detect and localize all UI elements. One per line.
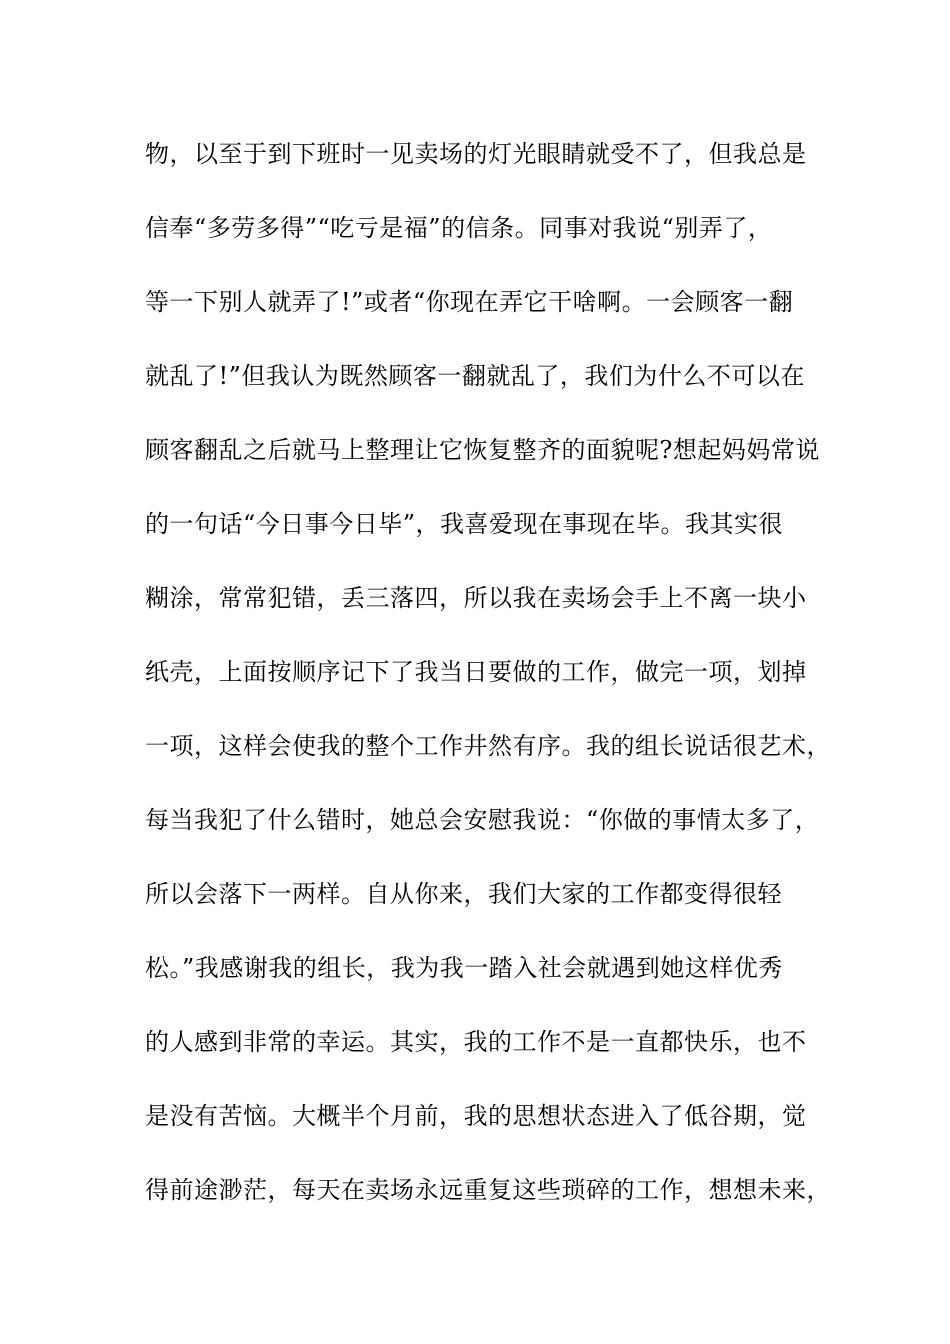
text-line: 一项，这样会使我的整个工作井然有序。我的组长说话很艺术， bbox=[145, 732, 831, 760]
text-line: 糊涂，常常犯错，丢三落四，所以我在卖场会手上不离一块小 bbox=[145, 584, 807, 612]
text-line: 每当我犯了什么错时，她总会安慰我说：“你做的事情太多了， bbox=[145, 806, 820, 834]
body-text bbox=[145, 134, 831, 1244]
text-line: 的一句话“今日事今日毕”，我喜爱现在事现在毕。我其实很 bbox=[145, 510, 784, 538]
text-line: 纸壳，上面按顺序记下了我当日要做的工作，做完一项，划掉 bbox=[145, 658, 807, 686]
text-line: 的人感到非常的幸运。其实，我的工作不是一直都快乐，也不 bbox=[145, 1028, 807, 1056]
text-line: 得前途渺茫，每天在卖场永远重复这些琐碎的工作，想想未来， bbox=[145, 1176, 831, 1204]
text-line: 所以会落下一两样。自从你来，我们大家的工作都变得很轻 bbox=[145, 880, 782, 908]
text-line: 是没有苦恼。大概半个月前，我的思想状态进入了低谷期，觉 bbox=[145, 1102, 807, 1130]
text-line: 顾客翻乱之后就马上整理让它恢复整齐的面貌呢?想起妈妈常说 bbox=[145, 436, 820, 464]
text-line: 等一下别人就弄了!”或者“你现在弄它干啥啊。一会顾客一翻 bbox=[145, 288, 794, 316]
text-line: 信奉“多劳多得”“吃亏是福”的信条。同事对我说“别弄了， bbox=[145, 214, 773, 242]
text-line: 物，以至于到下班时一见卖场的灯光眼睛就受不了，但我总是 bbox=[145, 140, 807, 168]
text-line: 松。”我感谢我的组长，我为我一踏入社会就遇到她这样优秀 bbox=[145, 954, 783, 982]
text-line: 就乱了!”但我认为既然顾客一翻就乱了，我们为什么不可以在 bbox=[145, 362, 805, 390]
